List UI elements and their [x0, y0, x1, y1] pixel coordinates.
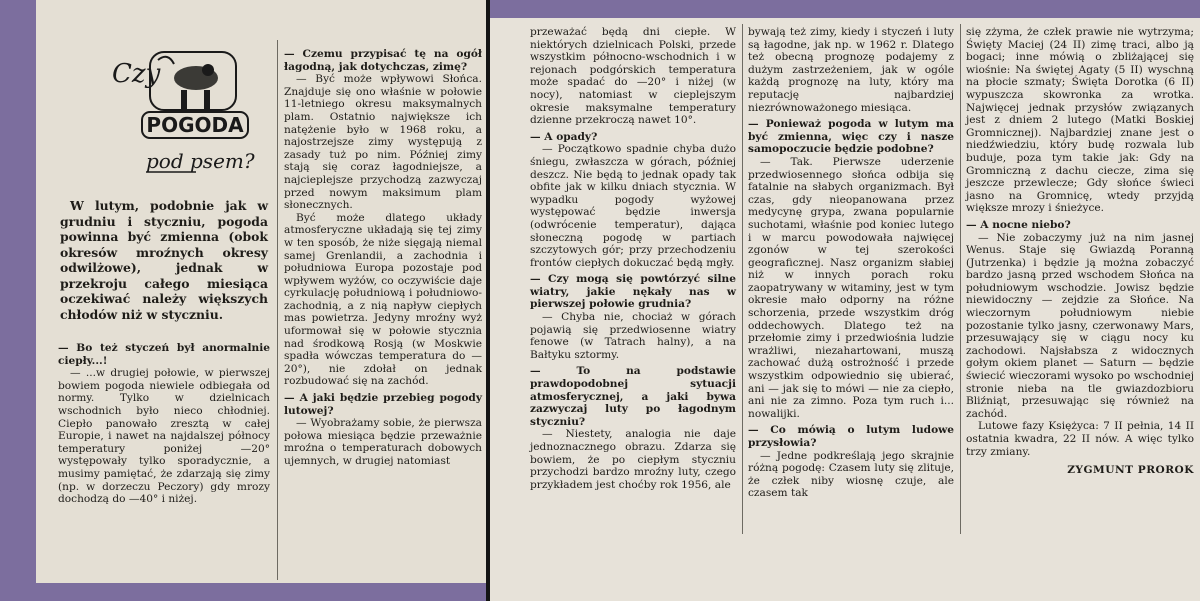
question-heading: — Czemu przypisać tę na ogół łagodną, jak dotychczas, zimę? — [284, 48, 482, 73]
paragraph: — Tak. Pierwsze uderzenie przedwiosennego słońca odbija się fatalnie na słabych organizmach. Był czas, gdy nieopanowana przez medycynę grypa, zwana popularnie suchotami, właśnie pod koniec lutego i w marcu powodowała najwięcej zgonów w tej szerokości geograficznej. Nasz organizm słabiej niż w innych porach roku zaopatrywany w witaminy, jest w tym okresie mało odporny na różne schorzenia, przede wszystkim dróg oddechowych. Dlatego też na przełomie zimy i przedwiośnia ludzie wrażliwi, niezahartowani, muszą zachować dużą ostrożność i przede wszystkim odpowiednio się ubierać, ani — jak się to mówi — nie za ciepło, ani nie za zimno. Poza tym ruch i... nowalijki. — [748, 155, 954, 420]
purple-border-top — [490, 0, 1200, 18]
article-column-4 — [748, 26, 954, 500]
paragraph: się zżyma, że człek prawie nie wytrzyma; Święty Maciej (24 II) zimę traci, albo ją bogaci; inne mówią o zbliżającej się wiośnie: Na świętej Agaty (5 II) wyschną na płocie szmaty; Święta Dorotka (6 II) wypuszcza skowronka za wrotka. Najwięcej jednak przysłów związanych jest z dniem 2 lutego (Matki Boskiej Gromnicznej). Najbardziej znane jest o niedźwiedziu, który budę rozwala lub buduje, poza tym takie jak: Gdy na Gromniczną z dachu ciecze, zima się jeszcze przewlecze; Gdy słońce świeci jasno na Gromnicę, wtedy przyjdą większe mrozy i śnieżyce. — [966, 26, 1194, 215]
right-page — [490, 0, 1200, 601]
paragraph: — Niestety, analogia nie daje jednoznacznego obrazu. Zdarza się bowiem, że po ciepłym styczniu przychodzi bardzo mroźny luty, czego przykładem jest choćby rok 1956, ale — [530, 428, 736, 491]
question-heading: — Bo też styczeń był anormalnie ciepły...! — [58, 342, 270, 367]
column-divider — [960, 24, 961, 534]
paragraph: — Jedne podkreślają jego skrajnie różną pogodę: Czasem luty się zlituje, że człek niby wiosnę czuje, ale czasem tak — [748, 449, 954, 500]
purple-border-left — [0, 0, 36, 601]
question-heading: — A opady? — [530, 130, 598, 143]
author-signature: ZYGMUNT PROROK — [1067, 464, 1194, 477]
paragraph: bywają też zimy, kiedy i styczeń i luty są łagodne, jak np. w 1962 r. Dlatego też obecną prognozę podajemy z dużym zastrzeżeniem, jak w ogóle każdą prognozę na luty, który ma reputację najbardziej niezrównoważonego miesiąca. — [748, 26, 954, 114]
left-page — [0, 0, 486, 601]
logo-pod-psem: pod psem? — [146, 149, 255, 173]
purple-border-bottom — [0, 583, 486, 601]
lead-text: W lutym, podobnie jak w grudniu i styczniu, pogoda powinna być zmienna (obok okresów mroźnych okresy odwilżowe), jednak w przekroju całego miesiąca oczekiwać należy większych chłodów niż w styczniu. — [60, 198, 268, 322]
question-heading: — Co mówią o lutym ludowe przysłowia? — [748, 424, 954, 449]
article-column-3 — [530, 26, 736, 491]
paragraph: — Nie zobaczymy już na nim jasnej Wenus. Staje się Gwiazdą Poranną (Jutrzenka) i będzie ją można zobaczyć bardzo jasną przed wschodem Słońca na południowym wschodzie. Jowisz będzie niewidoczny — zejdzie za Słońce. Na wieczornym południowym niebie pozostanie tylko jasny, czerwonawy Mars, przesuwający się w ciągu nocy ku zachodowi. Najsłabsza z widocznych gołym okiem planet — Saturn — będzie świecić wieczorami wysoko po wschodniej stronie nieba na tle gwiazdozbioru Bliźniąt, przesuwając się również na zachód. — [966, 231, 1194, 420]
paragraph: — Początkowo spadnie chyba dużo śniegu, zwłaszcza w górach, później deszcz. Nie będą to jednak opady tak obfite jak w kilku dniach stycznia. W wypadku pogody wyżowej występować będzie inwersja (odwrócenie temperatur), dająca słoneczną pogodę w partiach szczytowych gór; przy przechodzeniu frontów ciepłych dokuczać będą mgły. — [530, 143, 736, 269]
article-column-2 — [284, 44, 482, 468]
question-heading: — Ponieważ pogoda w lutym ma być zmienna, więc czy i nasze samopoczucie będzie podobne? — [748, 118, 954, 156]
paragraph: Być może dlatego układy atmosferyczne układają się tej zimy w ten sposób, że niże sięgają niemal samej Grenlandii, a zachodnia i południowa Europa pozostaje pod wpływem wyżów, co oczywiście daje cyrkulację południową i południowo-zachodnią, a z nią napływ ciepłych mas powietrza. Jedyny mroźny wyż uformował się w połowie stycznia nad środkową Rosją (w Moskwie spadła wówczas temperatura do —20°), nie zdołał on jednak rozbudować się na zachód. — [284, 211, 482, 388]
title-illustration — [46, 40, 261, 185]
paragraph: — ...w drugiej połowie, w pierwszej bowiem pogoda niewiele odbiegała od normy. Tylko w dzielnicach wschodnich było nieco chłodniej. Ciepło panowało zresztą w całej Europie, i nawet na najdalszej północy temperatury poniżej —20° występowały tylko sporadycznie, a musimy pamiętać, że zdarzają się zimy (np. w dorzeczu Peczory) gdy mrozy dochodzą do —40° i niżej. — [58, 367, 270, 506]
question-heading: — A nocne niebo? — [966, 218, 1071, 231]
paragraph: — Wyobrażamy sobie, że pierwsza połowa miesiąca będzie przeważnie mroźna o temperaturach dobowych ujemnych, w drugiej natomiast — [284, 417, 482, 467]
column-divider — [277, 40, 278, 580]
logo-czy: Czy — [112, 59, 161, 89]
logo-pogoda: POGODA — [146, 113, 244, 137]
paragraph: — Być może wpływowi Słońca. Znajduje się ono właśnie w połowie 11-letniego okresu maksymalnych plam. Ostatnio największe ich natężenie było w 1968 roku, a najostrzejsze zimy występują z zasady tuż po nim. Później zimy stają się coraz łagodniejsze, a najcieplejsze przychodzą zazwyczaj przed nowym maksimum plam słonecznych. — [284, 73, 482, 212]
lead-paragraph — [60, 198, 268, 322]
question-heading: — To na podstawie prawdopodobnej sytuacji atmosferycznej, a jaki bywa zazwyczaj luty po łagodnym styczniu? — [530, 365, 736, 428]
article-column-5 — [966, 26, 1194, 477]
column-divider — [742, 24, 743, 534]
question-heading: — Czy mogą się powtórzyć silne wiatry, jakie nękały nas w pierwszej połowie grudnia? — [530, 273, 736, 311]
article-column-1 — [58, 338, 270, 506]
question-heading: — A jaki będzie przebieg pogody lutowej? — [284, 392, 482, 417]
dog-logo-icon — [46, 40, 261, 185]
paragraph: przeważać będą dni ciepłe. W niektórych dzielnicach Polski, przede wszystkim północno-wschodnich i w rejonach podgórskich temperatura może spadać do —20° i niżej (w nocy), natomiast w cieplejszym okresie maksymalne temperatury dzienne przekroczą nawet 10°. — [530, 26, 736, 127]
paragraph: — Chyba nie, chociaż w górach pojawią się przedwiosenne wiatry fenowe (w Tatrach halny), a na Bałtyku sztormy. — [530, 311, 736, 361]
paragraph: Lutowe fazy Księżyca: 7 II pełnia, 14 II ostatnia kwadra, 22 II nów. A więc tylko trzy zmiany. — [966, 420, 1194, 458]
